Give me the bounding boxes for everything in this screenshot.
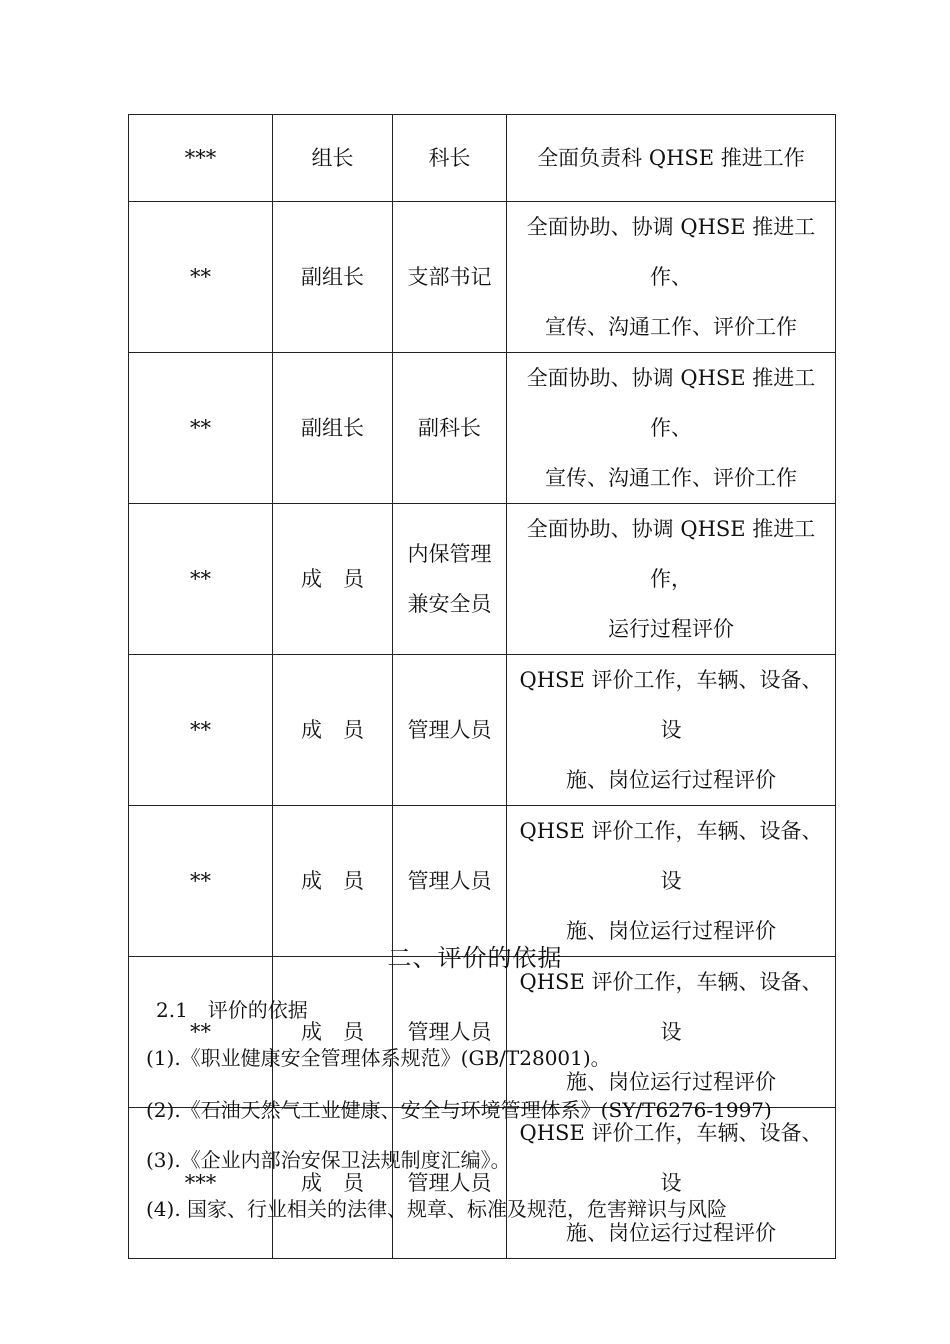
- role-cell: 成 员: [273, 957, 393, 1108]
- duty-cell: 全面协助、协调 QHSE 推进工作， 运行过程评价: [507, 504, 836, 655]
- table-row: [129, 957, 836, 1108]
- duty-cell: QHSE 评价工作，车辆、设备、设 施、岗位运行过程评价: [507, 806, 836, 957]
- subsection-heading: 2.1 评价的依据: [156, 998, 308, 1022]
- position-cell: 支部书记: [393, 202, 507, 353]
- duty-cell: QHSE 评价工作，车辆、设备、设 施、岗位运行过程评价: [507, 1108, 836, 1259]
- basis-item: (3).《企业内部治安保卫法规制度汇编》。: [146, 1148, 511, 1172]
- name-cell: **: [129, 504, 273, 655]
- basis-item: (2).《石油天然气工业健康、安全与环境管理体系》(SY/T6276-1997): [146, 1098, 772, 1122]
- name-cell: ***: [129, 115, 273, 202]
- role-cell: 成 员: [273, 1108, 393, 1259]
- position-cell: 副科长: [393, 353, 507, 504]
- table-row: [129, 655, 836, 806]
- name-cell: **: [129, 957, 273, 1108]
- role-cell: 成 员: [273, 806, 393, 957]
- role-cell: 成 员: [273, 504, 393, 655]
- position-cell: 内保管理 兼安全员: [393, 504, 507, 655]
- position-cell: 管理人员: [393, 806, 507, 957]
- name-cell: **: [129, 655, 273, 806]
- table-row: [129, 353, 836, 504]
- name-cell: **: [129, 806, 273, 957]
- duty-cell: QHSE 评价工作，车辆、设备、设 施、岗位运行过程评价: [507, 957, 836, 1108]
- role-cell: 副组长: [273, 202, 393, 353]
- table-row: [129, 504, 836, 655]
- basis-item: (1).《职业健康安全管理体系规范》(GB/T28001)。: [146, 1046, 611, 1070]
- table-row: [129, 1108, 836, 1259]
- table-row: [129, 202, 836, 353]
- name-cell: **: [129, 353, 273, 504]
- role-cell: 组长: [273, 115, 393, 202]
- position-cell: 管理人员: [393, 957, 507, 1108]
- duty-cell: 全面负责科 QHSE 推进工作: [507, 115, 836, 202]
- name-cell: ***: [129, 1108, 273, 1259]
- basis-item: (4). 国家、行业相关的法律、规章、标准及规范，危害辩识与风险: [146, 1197, 728, 1221]
- position-cell: 管理人员: [393, 1108, 507, 1259]
- role-cell: 副组长: [273, 353, 393, 504]
- duty-cell: QHSE 评价工作，车辆、设备、设 施、岗位运行过程评价: [507, 655, 836, 806]
- role-cell: 成 员: [273, 655, 393, 806]
- position-cell: 科长: [393, 115, 507, 202]
- staff-table: [128, 114, 836, 1259]
- duty-cell: 全面协助、协调 QHSE 推进工作、 宣传、沟通工作、评价工作: [507, 202, 836, 353]
- table-row: [129, 115, 836, 202]
- name-cell: **: [129, 202, 273, 353]
- position-cell: 管理人员: [393, 655, 507, 806]
- section-heading: 二、评价的依据: [387, 944, 563, 972]
- table-row: [129, 806, 836, 957]
- duty-cell: 全面协助、协调 QHSE 推进工作、 宣传、沟通工作、评价工作: [507, 353, 836, 504]
